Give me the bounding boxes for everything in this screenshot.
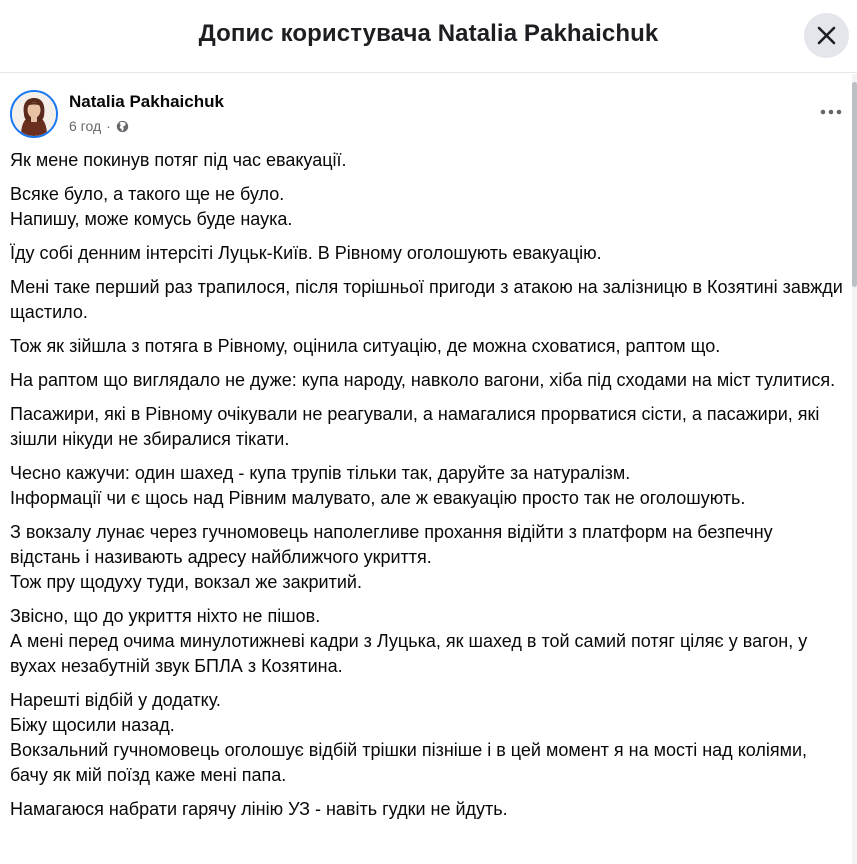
post-header [10,90,850,140]
more-options-button[interactable] [819,102,845,122]
post-paragraph: Тож як зійшла з потяга в Рівному, оцінила ситуацію, де можна сховатися, раптом що. [10,336,721,356]
post-paragraph: З вокзалу лунає через гучномовець наполегливе прохання відійти з платформ на безпечну відстань і називають адресу найближчого укриття. Тож пру щодуху туди, вокзал же закритий. [10,522,773,592]
post-paragraph: Їду собі денним інтерсіті Луцьк-Київ. В Рівному оголошують евакуацію. [10,243,602,263]
dialog-title: Допис користувача Natalia Pakhaichuk [198,20,659,47]
avatar[interactable] [10,90,58,138]
dialog-header [0,0,857,73]
avatar-image [12,92,56,136]
globe-icon[interactable] [116,120,129,133]
post-paragraph: Нарешті відбій у додатку. Біжу щосили назад. Вокзальний гучномовець оголошує відбій трішки пізніше і в цей момент я на мості над коліями, бачу як мій поїзд каже мені папа. [10,690,808,785]
post-paragraph: Мені таке перший раз трапилося, після торішньої пригоди з атакою на залізницю в Козятині завжди щастило. [10,277,843,322]
post-paragraph: Чесно кажучи: один шахед - купа трупів тільки так, даруйте за натуралізм. Інформації чи є щось над Рівним малувато, але ж евакуацію просто так не оголошують. [10,463,746,508]
post-paragraph: Пасажири, які в Рівному очікували не реагували, а намагалися прорватися сісти, а пасажири, які зішли нікуди не збиралися тікати. [10,404,820,449]
scrollbar[interactable] [852,74,857,864]
close-icon [816,25,837,46]
more-icon [819,102,845,122]
post-paragraph: Намагаюся набрати гарячу лінію УЗ - навіть гудки не йдуть. [10,799,508,819]
close-button[interactable] [804,13,849,58]
scrollbar-thumb[interactable] [852,82,857,287]
post-meta [69,118,129,134]
post-body [10,148,846,831]
author-name[interactable]: Natalia Pakhaichuk [69,92,224,111]
post-paragraph: Звісно, що до укриття ніхто не пішов. А мені перед очима минулотижневі кадри з Луцька, як шахед в той самий потяг ціляє у вагон, у вухах незабутній звук БПЛА з Козятина. [10,606,808,676]
meta-separator: · [106,118,111,134]
post-paragraph: Всяке було, а такого ще не було. Напишу, може комусь буде наука. [10,184,293,229]
post-time[interactable]: 6 год [69,118,102,134]
post-paragraph: Як мене покинув потяг під час евакуації. [10,150,347,170]
post-paragraph: На раптом що виглядало не дуже: купа народу, навколо вагони, хіба під сходами на міст тулитися. [10,370,836,390]
